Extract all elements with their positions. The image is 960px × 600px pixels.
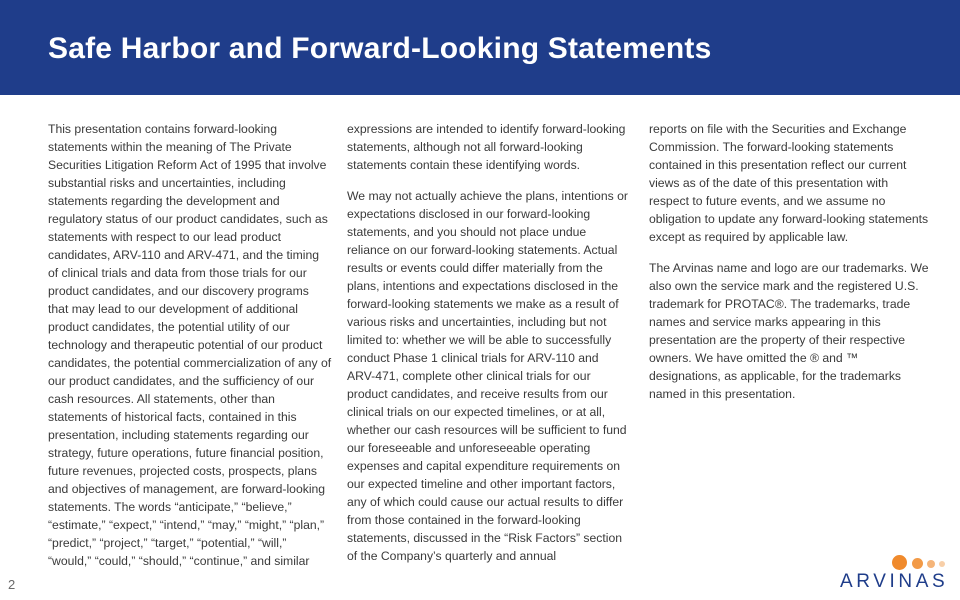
logo-dot (927, 560, 935, 568)
logo-dot (892, 555, 907, 570)
text-column-middle (347, 120, 629, 578)
title-banner (0, 0, 960, 95)
paragraph: reports on file with the Securities and Exchange Commission. The forward-looking statements contained in this presentation reflect our current views as of the date of this presentation with respect to future events, and we assume no obligation to update any forward-looking statements except as required by applicable law. (649, 122, 929, 244)
arvinas-logo (840, 553, 956, 597)
paragraph: The Arvinas name and logo are our trademarks. We also own the service mark and the registered U.S. trademark for PROTAC®. The trademarks, trade names and service marks appearing in this presentation are the property of their respective owners. We have omitted the ® and ™ designations, as applicable, for the trademarks named in this presentation. (649, 261, 929, 401)
logo-dot (912, 558, 923, 569)
paragraph: expressions are intended to identify forward-looking statements, although not all forward-looking statements contain these identifying words. (347, 122, 626, 172)
logo-dots-icon (892, 555, 956, 571)
text-column-left (48, 120, 332, 583)
logo-dot (939, 561, 945, 567)
paragraph: We may not actually achieve the plans, intentions or expectations disclosed in our forward-looking statements, and you should not place undue reliance on our forward-looking statements. Actual results or events could differ materially from the plans, intentions and expectations disclosed in the forward-looking statements we make as a result of various risks and uncertainties, including but not limited to: whether we will be able to successfully conduct Phase 1 clinical trials for ARV-110 and ARV-471, complete other clinical trials for our product candidates, and receive results from our clinical trials on our expected timelines, or at all, whether our cash resources will be sufficient to fund our foreseeable and unforeseeable operating expenses and capital expenditure requirements on our expected timeline and other important factors, any of which could cause our actual results to differ from those contained in the forward-looking statements, discussed in the “Risk Factors” section of the Company’s quarterly and annual (347, 189, 628, 563)
paragraph: This presentation contains forward-looking statements within the meaning of The Private Securities Litigation Reform Act of 1995 that involve substantial risks and uncertainties, including statements regarding the development and regulatory status of our product candidates, such as statements with respect to our lead product candidates, ARV-110 and ARV-471, and the timing of clinical trials and data from those trials for our product candidates, and our discovery programs that may lead to our development of additional product candidates, the potential utility of our technology and therapeutic potential of our product candidates, the potential commercialization of any of our product candidates, and the sufficiency of our cash resources. All statements, other than statements of historical facts, contained in this presentation, including statements regarding our strategy, future operations, future financial position, future revenues, projected costs, prospects, plans and objectives of management, are forward-looking statements. The words “anticipate,” “believe,” “estimate,” “expect,” “intend,” “may,” “might,” “plan,” “predict,” “project,” “target,” “potential,” “will,” “would,” “could,” “should,” “continue,” and similar (48, 122, 332, 568)
text-column-right (649, 120, 929, 416)
page-number: 2 (8, 577, 16, 592)
page-title: Safe Harbor and Forward-Looking Statements (48, 32, 712, 65)
logo-wordmark: ARVINAS (840, 571, 949, 592)
